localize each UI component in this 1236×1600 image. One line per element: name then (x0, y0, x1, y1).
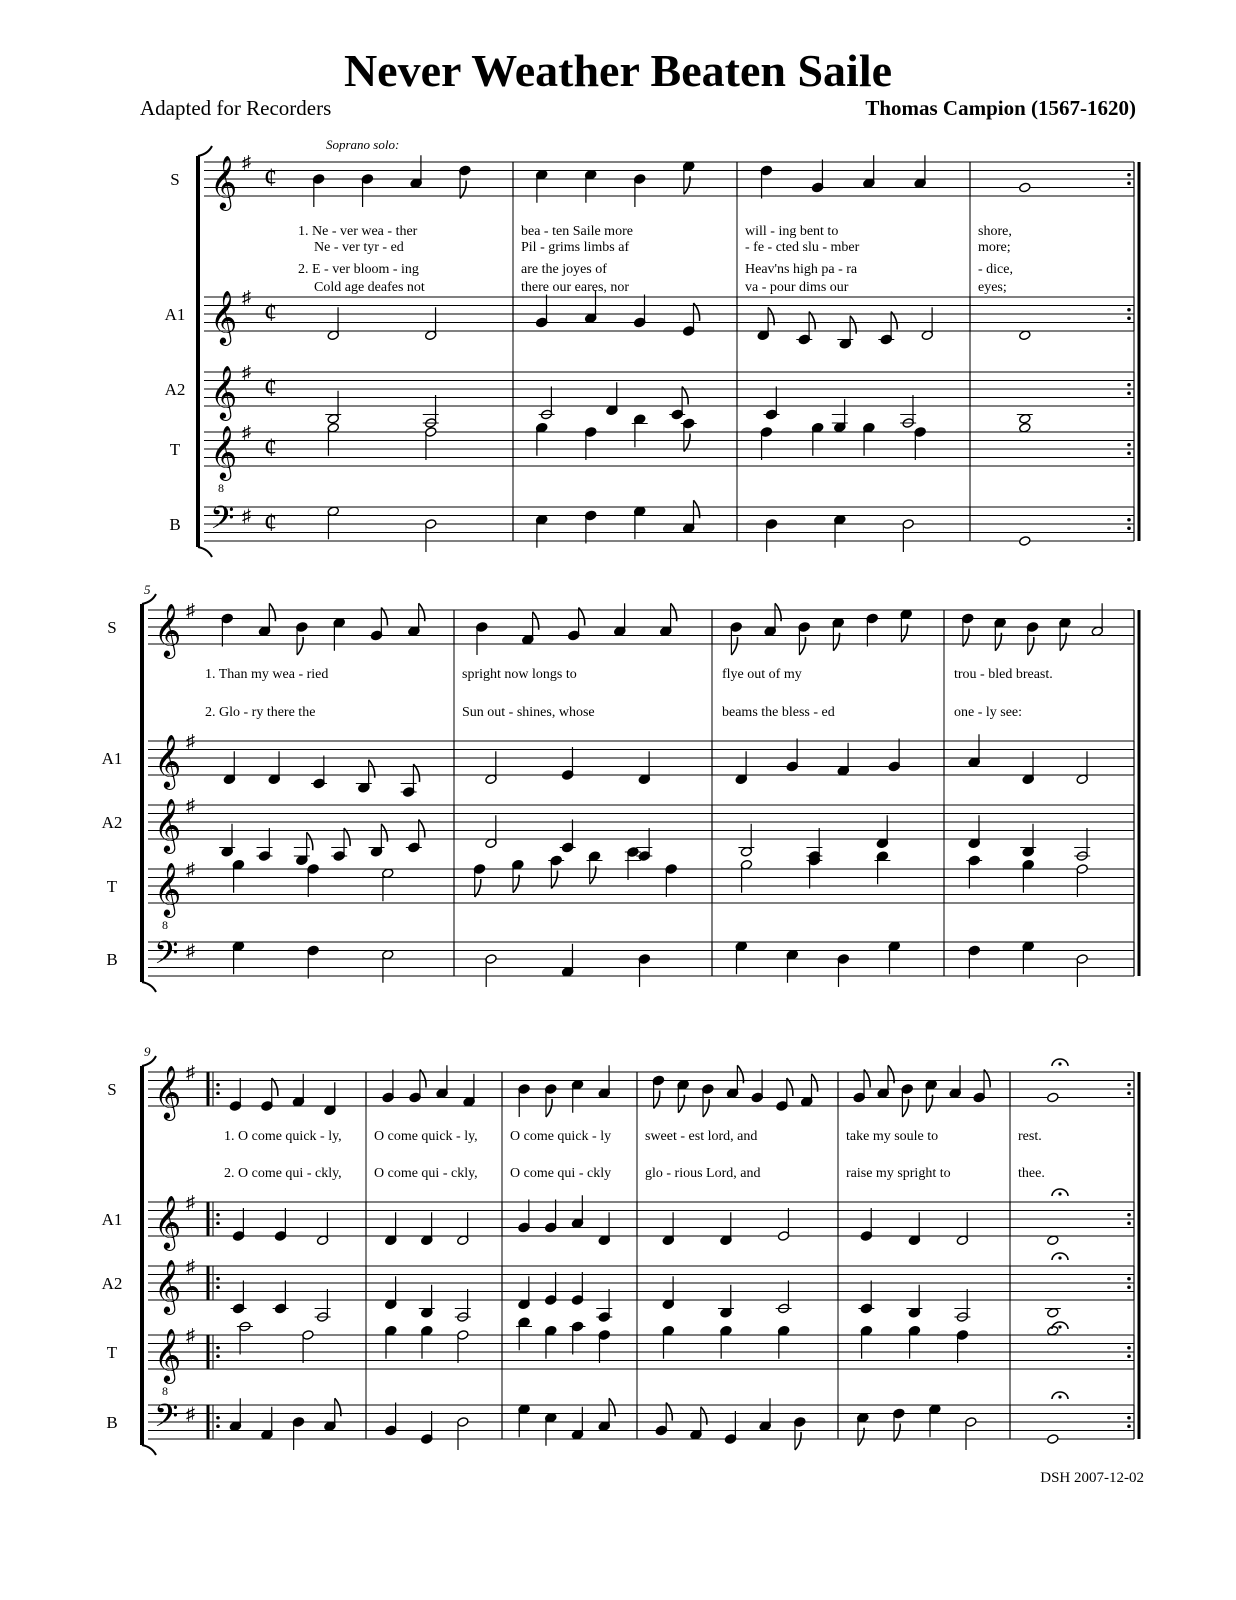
notes (154, 152, 1104, 1450)
key-sharp-icon: ♯ (242, 362, 251, 382)
fermata-dot (1058, 1192, 1061, 1195)
subtitle: Adapted for Recorders (140, 96, 332, 120)
cut-time-icon: ¢ (264, 508, 277, 537)
composer-credit: Thomas Campion (1567-1620) (865, 96, 1136, 120)
repeat-dot (216, 1083, 220, 1087)
page-title: Never Weather Beaten Saile (343, 45, 893, 96)
bracket-bottom (142, 1445, 156, 1455)
voice-label: T (106, 1343, 118, 1362)
bracket-bottom (198, 547, 212, 557)
voice-label: T (169, 440, 181, 459)
note-flag (795, 1432, 801, 1450)
lyric: beams the bless - ed (722, 705, 835, 720)
note-flag (731, 637, 737, 655)
key-sharp-icon: ♯ (186, 731, 195, 751)
bass-clef-icon: 𝄢 (154, 1399, 179, 1442)
repeat-dot (1127, 1213, 1131, 1217)
repeat-dot (1127, 383, 1131, 387)
lyric: spright now longs to (462, 667, 577, 682)
voice-label: A2 (101, 813, 123, 832)
key-sharp-icon: ♯ (186, 600, 195, 620)
voice-label: A1 (101, 1210, 123, 1229)
bass-clef-icon: 𝄢 (210, 501, 235, 544)
treble-clef-icon: 𝄞 (154, 604, 182, 656)
lyric: - dice, (978, 262, 1013, 277)
footer-date: DSH 2007-12-02 (1040, 1470, 1144, 1486)
note (1019, 422, 1031, 433)
repeat-dot (1127, 1083, 1131, 1087)
fermata-dot (1058, 1062, 1061, 1065)
lyric: O come qui - ckly (510, 1166, 612, 1181)
key-sharp-icon: ♯ (186, 1062, 195, 1082)
bracket-bottom (142, 982, 156, 992)
note-flag (1028, 637, 1034, 655)
bass-clef-icon: 𝄢 (154, 936, 179, 979)
octave-mark: 8 (162, 918, 168, 932)
lyric: 1. Ne - ver wea - ther (298, 224, 418, 239)
repeat-dot (1127, 1221, 1131, 1225)
voice-label: B (106, 1413, 118, 1432)
note (1019, 182, 1031, 193)
key-sharp-icon: ♯ (242, 152, 251, 172)
repeat-dot (216, 1277, 220, 1281)
repeat-dot (1127, 1424, 1131, 1428)
repeat-dot (1127, 1091, 1131, 1095)
voice-label: S (107, 618, 117, 637)
key-sharp-icon: ♯ (186, 795, 195, 815)
repeat-dot (1127, 1277, 1131, 1281)
voice-label: S (170, 170, 180, 189)
key-sharp-icon: ♯ (186, 940, 195, 961)
note (1047, 1235, 1059, 1246)
lyric: bea - ten Saile more (521, 224, 633, 239)
lyric: 1. O come quick - ly, (224, 1129, 342, 1144)
lyric: there our eares, nor (521, 280, 630, 295)
lyric: sweet - est lord, and (645, 1129, 758, 1144)
lyric: trou - bled breast. (954, 667, 1053, 682)
repeat-dot (216, 1221, 220, 1225)
repeat-dot (1127, 1354, 1131, 1358)
voice-label: A2 (164, 380, 186, 399)
measure-number: 9 (144, 1044, 151, 1059)
key-sharp-icon: ♯ (186, 1403, 195, 1424)
note-flag (546, 1099, 552, 1117)
lyric: 1. Than my wea - ried (205, 667, 329, 682)
repeat-dot (216, 1354, 220, 1358)
lyric: O come quick - ly (510, 1129, 612, 1144)
repeat-dot (1127, 443, 1131, 447)
lyric: flye out of my (722, 667, 802, 682)
key-sharp-icon: ♯ (242, 422, 251, 442)
staff-lines (142, 146, 1139, 1455)
voice-label: T (106, 877, 118, 896)
voice-label: A1 (164, 305, 186, 324)
repeat-dot (1127, 181, 1131, 185)
lyric: one - ly see: (954, 705, 1023, 720)
lyric: 2. Glo - ry there the (205, 705, 316, 720)
repeat-dot (216, 1091, 220, 1095)
lyric: glo - rious Lord, and (645, 1166, 761, 1181)
lyric: shore, (978, 224, 1012, 239)
cut-time-icon: ¢ (264, 433, 277, 462)
note-flag (703, 1099, 709, 1117)
octave-mark: 8 (218, 481, 224, 495)
treble-clef-icon: 𝄞 (154, 1196, 182, 1248)
treble-clef-icon: 𝄞 (210, 291, 238, 343)
treble-clef-icon: 𝄞 (154, 1260, 182, 1312)
treble-clef-icon: 𝄞 (154, 863, 182, 915)
lyric: raise my spright to (846, 1166, 951, 1181)
repeat-dot (1127, 1416, 1131, 1420)
lyric: O come qui - ckly, (374, 1166, 478, 1181)
lyric: 2. O come qui - ckly, (224, 1166, 342, 1181)
note (1047, 1307, 1059, 1318)
lyric: Sun out - shines, whose (462, 705, 595, 720)
lyric: eyes; (978, 280, 1007, 295)
lyric: 2. E - ver bloom - ing (298, 262, 419, 277)
repeat-dot (216, 1424, 220, 1428)
note-flag (297, 637, 303, 655)
note (1019, 413, 1031, 424)
lyric: rest. (1018, 1129, 1042, 1144)
note-flag (799, 637, 805, 655)
note (1019, 330, 1031, 341)
fermata-dot (1058, 1256, 1061, 1259)
cut-time-icon: ¢ (264, 298, 277, 327)
key-sharp-icon: ♯ (186, 1256, 195, 1276)
lyric: are the joyes of (521, 262, 607, 277)
treble-clef-icon: 𝄞 (154, 1066, 182, 1118)
repeat-dot (216, 1346, 220, 1350)
treble-clef-icon: 𝄞 (210, 426, 238, 478)
lyric: will - ing bent to (745, 224, 839, 239)
treble-clef-icon: 𝄞 (154, 799, 182, 851)
treble-clef-icon: 𝄞 (210, 156, 238, 208)
key-sharp-icon: ♯ (186, 1192, 195, 1212)
lyric: Heav'ns high pa - ra (745, 262, 858, 277)
repeat-dot (216, 1213, 220, 1217)
measure-number: 5 (144, 582, 151, 597)
lyric: thee. (1018, 1166, 1045, 1181)
voice-label: A1 (101, 749, 123, 768)
lyric: Cold age deafes not (314, 280, 425, 295)
repeat-dot (1127, 391, 1131, 395)
lyric: va - pour dims our (745, 280, 849, 295)
key-sharp-icon: ♯ (242, 505, 251, 526)
repeat-dot (1127, 518, 1131, 522)
treble-clef-icon: 𝄞 (154, 735, 182, 787)
note-flag (902, 1099, 908, 1117)
repeat-dot (216, 1285, 220, 1289)
repeat-dot (216, 1416, 220, 1420)
soprano-direction: Soprano solo: (326, 137, 400, 152)
repeat-dot (1127, 451, 1131, 455)
lyric: O come quick - ly, (374, 1129, 478, 1144)
note (1047, 1092, 1059, 1103)
treble-clef-icon: 𝄞 (154, 1329, 182, 1381)
key-sharp-icon: ♯ (186, 859, 195, 879)
fermata-dot (1058, 1325, 1061, 1328)
note (1019, 536, 1031, 547)
voice-label: A2 (101, 1274, 123, 1293)
lyric: Ne - ver tyr - ed (314, 240, 404, 255)
lyric: - fe - cted slu - mber (745, 240, 860, 255)
cut-time-icon: ¢ (264, 163, 277, 192)
lyric: Pil - grims limbs af (521, 240, 630, 255)
note (1047, 1434, 1059, 1445)
octave-mark: 8 (162, 1384, 168, 1398)
repeat-dot (1127, 526, 1131, 530)
treble-clef-icon: 𝄞 (210, 366, 238, 418)
voice-label: B (169, 515, 181, 534)
repeat-dot (1127, 1346, 1131, 1350)
fermata-dot (1058, 1395, 1061, 1398)
voice-label: S (107, 1080, 117, 1099)
repeat-dot (1127, 173, 1131, 177)
cut-time-icon: ¢ (264, 373, 277, 402)
key-sharp-icon: ♯ (242, 287, 251, 307)
voice-label: B (106, 950, 118, 969)
key-sharp-icon: ♯ (186, 1325, 195, 1345)
repeat-dot (1127, 316, 1131, 320)
lyric: more; (978, 240, 1011, 255)
repeat-dot (1127, 1285, 1131, 1289)
repeat-dot (1127, 308, 1131, 312)
lyric: take my soule to (846, 1129, 939, 1144)
bracket-top (198, 146, 212, 156)
